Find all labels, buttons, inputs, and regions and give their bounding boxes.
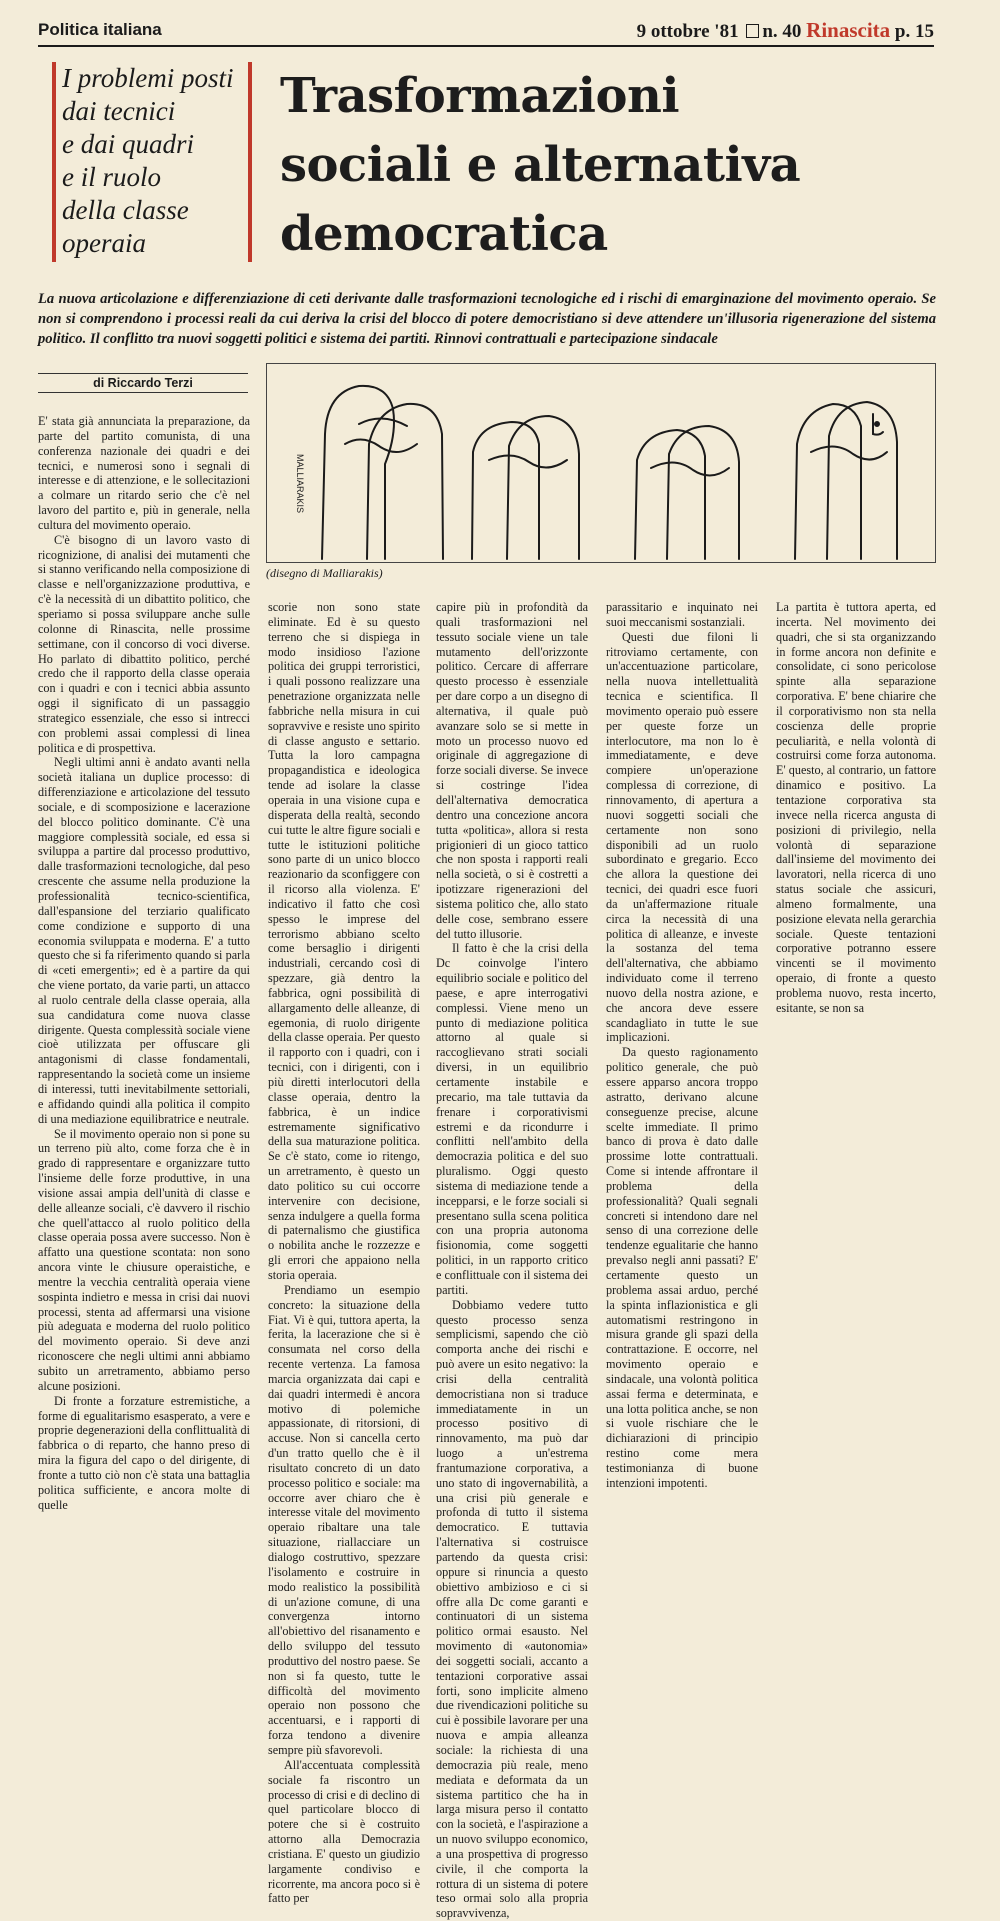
issue-info (637, 18, 934, 43)
paragraph: Dobbiamo vedere tutto questo processo senza semplicismi, sapendo che ciò comporta anche dei rischi e può avere un esito negativo: la crisi della centralità democristiana non si traduce immediatamente in un processo positivo di rinnovamento, ma può dar luogo a un'estrema frantumazione corporativa, a uno stato di ingovernabilità, a una crisi più generale e profonda di tutto il sistema democratico. E tuttavia l'alternativa si costruisce partendo da questa crisi: oppure si rinuncia a questo obiettivo ambizioso e ci si offre alla Dc come garanti e continuatori di un sistema politico ormai esausto. Nel movimento di «autonomia» dei soggetti sociali, accanto a tentazioni corporative assai forti, sono implicite almeno due rivendicazioni politiche su cui è possibile lavorare per una nuova e ampia alleanza sociale: la richiesta di una democrazia più reale, meno mediata e deformata da un sistema partitico che ha in larga misura perso il contatto con la società, e l'aspirazione a un nuovo sviluppo economico, a una prospettiva di progresso civile, il che comporta la rottura di un sistema di potere teso ormai solo alla propria sopravvivenza, (436, 1297, 588, 1921)
paragraph: La partita è tuttora aperta, ed incerta. Nel movimento dei quadri, che si sta organizzando in forme ancora non definite e consolidate, ci sono pericolose spinte alla separazione corporativa. E' bene chiarire che il corporativismo non sta nella coscienza delle proprie peculiarità, e nella volontà di costruirsi come forza autonoma. E' questo, al contrario, un fattore dinamico e positivo. La tentazione corporativa sta invece nella ricerca angusta di posizioni di privilegio, nella volontà di separazione dall'insieme del movimento dei lavoratori, nella ricerca di uno status sociale che assicuri, almeno formalmente, una posizione elevata nella gerarchia sociale. Queste tentazioni corporative potranno essere vincenti se il movimento operaio, di fronte a questo problema nuovo, resta incerto, esitante, se non sa (776, 600, 936, 1015)
column-1 (38, 414, 250, 1512)
paragraph: C'è bisogno di un lavoro vasto di ricognizione, di analisi dei mutamenti che si stanno verificando nella composizione di classe e nell'organizzazione produttiva, e c'è la necessità di un dibattito politico, che speriamo si possa sviluppare anche sulle colonne di Rinascita, nelle prossime settimane, con il concorso di voci diverse. Ho parlato di dibattito politico, perché credo che il rapporto della classe operaia con i quadri e con i tecnici abbia assunto oggi il significato di un passaggio strategico essenziale, che esso si intrecci con problemi assai complessi di linea politica e di prospettiva. (38, 532, 250, 755)
column-3 (436, 600, 588, 1921)
byline: di Riccardo Terzi (38, 373, 248, 393)
illustration (266, 363, 936, 563)
illustration-signature: MALLIARAKIS (295, 454, 305, 514)
lead-paragraph: La nuova articolazione e differenziazione di ceti derivante dalle trasformazioni tecnologiche ed i rischi di emarginazione del movimento operaio. Se non si comprendono i processi reali da cui deriva la crisi del blocco di potere democristiano si deve attendere un'illusoria rigenerazione del sistema politico. Il conflitto tra nuovi soggetti politici e sistema dei partiti. Rinnovi contrattuali e partecipazione sindacale (38, 291, 936, 347)
paragraph: Il fatto è che la crisi della Dc coinvolge l'intero equilibrio sociale e politico del paese, e apre interrogativi complessi. Viene meno un punto di mediazione politica attorno al quale si raccoglievano strati sociali diversi, in un equilibrio certamente instabile e precario, ma tale tuttavia da frenare i corporativismi estremi e da ricondurre i conflitti nell'ambito della democrazia politica e del suo pluralismo. Oggi questo sistema di mediazione tende a incepparsi, e le forze sociali si presentano sulla scena politica con una propria autonoma fisionomia, come soggetti politici, in un rapporto critico e conflittuale con il sistema dei partiti. (436, 941, 588, 1297)
paragraph: parassitario e inquinato nei suoi meccanismi sostanziali. (606, 600, 758, 629)
issue-date: 9 ottobre '81 (636, 21, 739, 42)
column-2 (268, 600, 420, 1906)
headline: Trasformazioni sociali e alternativa democratica (280, 68, 801, 262)
paragraph: Negli ultimi anni è andato avanti nella società italiana un duplice processo: di differenziazione e articolazione del tessuto sociale, e di scomposizione e lacerazione del blocco politico dominante. C'è una maggiore complessità sociale, ed essa si sviluppa a partire dal processo produttivo, dalle trasformazioni tecnologiche, dal peso crescente che assume nella produzione la professionalità tecnico-scientifica, dall'espansione del terziario qualificato come condizione e supporto di una economia sviluppata e moderna. E' a tutto questo che si fa riferimento quando si parla di «ceti emergenti»; ed è a partire da qui che viene portato, da varie parti, un attacco al ruolo centrale della classe operaia, alla sua candidatura come nuova classe dirigente. Questa complessità sociale viene cioè utilizzata per offuscare gli antagonismi di classe fondamentali, rappresentando la società come un insieme di interessi, tutti inevitabilmente settoriali, e affidando quindi alla politica il compito di una mediazione equilibratrice e neutrale. (38, 755, 250, 1126)
section-title: Politica italiana (38, 20, 162, 39)
cartoon-figures-drawing (267, 364, 935, 562)
paragraph: capire più in profondità da quali trasformazioni nel tessuto sociale viene un tale mutamento dell'orizzonte politico. Cercare di afferrare questo processo è essenziale per dare corpo a un disegno di alternativa, il quale può avanzare solo se si mette in moto un processo nuovo ed originale di aggregazione di forze sociali diverse. Se invece si costringe l'idea dell'alternativa democratica dentro una concezione ancora tutta «politica», allora si resta prigionieri di un gioco tattico che non sposta i rapporti reali nella società, o si è costretti a ipotizzare rigenerazioni del sistema politico che, allo stato delle cose, sembrano essere del tutto illusorie. (436, 600, 588, 941)
paragraph: Prendiamo un esempio concreto: la situazione della Fiat. Vi è qui, tuttora aperta, la ferita, la lacerazione che si è consumata nel corso della recente vertenza. La famosa marcia organizzata dai capi e dai quadri intermedi è ancora motivo di polemiche appassionate, di ritorsioni, di accuse. Non si cancella certo d'un tratto quello che è il risultato concreto di un dato processo politico e sociale: ma occorre aver chiaro che è interesse vitale del movimento operaio ribaltare una tale situazione, riallacciare un dialogo costruttivo, spezzare l'isolamento e costruire in modo realistico la possibilità di un'azione comune, di una convergenza intorno all'obiettivo del risanamento e dello sviluppo del tessuto produttivo del nostro paese. Se non si fa questo, tutte le difficoltà del movimento operaio non possono che accentuarsi, e i rapporti di forza tendono a divenire sempre più sfavorevoli. (268, 1282, 420, 1757)
page-number: p. 15 (894, 21, 934, 42)
masthead: Rinascita (806, 18, 891, 42)
paragraph: E' stata già annunciata la preparazione, da parte del partito comunista, di una conferenza nazionale dei quadri e dei tecnici, e numerosi sono i segnali di interesse e di attenzione, e le sollecitazioni a colmare un ritardo serio che c'è nel lavoro del partito e, più in generale, nella cultura del movimento operaio. (38, 414, 250, 532)
issue-number: n. 40 (762, 21, 802, 42)
paragraph: Di fronte a forzature estremistiche, a forme di egualitarismo esasperato, a vere e proprie degenerazioni della conflittualità di fabbrica o di reparto, che hanno preso di mira la figura del capo o del dirigente, di fronte a tutto ciò non c'è stata una battaglia politica sufficiente, e ancora molte di quelle (38, 1393, 250, 1512)
square-icon (746, 24, 759, 38)
paragraph: Questi due filoni li ritroviamo certamente, con un'accentuazione particolare, nella nuova intellettualità tecnica e scientifica. Il movimento operaio può essere per queste forze un interlocutore, ma non lo è immediatamente, e deve compiere un'operazione complessa di correzione, di rinnovamento, di apertura a nuovi soggetti sociali che certamente non sono disponibili ad un ruolo subordinato e gregario. Ecco che allora la questione dei tecnici, dei quadri esce fuori da un'affermazione rituale circa la necessità di una politica di alleanze, e investe la sostanza del tema dell'alternativa, che abbiamo individuato come il terreno nuovo della nostra azione, e che ancora deve essere scandagliato in tutte le sue implicazioni. (606, 629, 758, 1045)
paragraph: All'accentuata complessità sociale fa riscontro un processo di crisi e di declino di quel particolare blocco di potere che si è costruito attorno alla Democrazia cristiana. E' questo un giudizio largamente condiviso e ricorrente, ma ancora poco si è fatto per (268, 1757, 420, 1906)
column-4 (606, 600, 758, 1491)
paragraph: Da questo ragionamento politico generale, che può essere apparso ancora troppo astratto, derivano alcune conseguenze precise, alcune scelte immediate. Il primo banco di prova è dato dalle prossime lotte contrattuali. Come si intende affrontare il problema della professionalità? Quali segnali concreti si intendono dare nel senso di una correzione delle tendenze egualitarie che hanno prevalso negli anni passati? E' certamente questo un problema assai arduo, perché la spinta inflazionistica e gli automatismi restringono in misura grande gli spazi della contrattazione. E occorre, nel movimento operaio e sindacale, una volontà politica assai ferma e determinata, e una lotta politica anche, se non si vuole rischiare che le dichiarazioni di principio restino come mera testimonianza di buone intenzioni impotenti. (606, 1045, 758, 1490)
kicker-box (52, 62, 252, 262)
paragraph: Se il movimento operaio non si pone su un terreno più alto, come forza che è in grado di rappresentare e organizzare tutto l'insieme delle forze produttive, in una visione assai ampia dell'unità di classe e delle alleanze sociali, c'è davvero il rischio che quell'attacco al ruolo politico della classe operaia possa avere successo. Non è affatto una questione scontata: non sono ancora vinte le chiusure operaistiche, e mentre la vecchia centralità operaia viene sospinta indietro e messa in crisi dai nuovi processi, stenta ad affermarsi una visione più adeguata e moderna del ruolo politico del movimento operaio. Si deve anzi riconoscere che negli ultimi anni abbiamo subito un arretramento, abbiamo perso alcune posizioni. (38, 1126, 250, 1393)
header-rule (38, 45, 934, 47)
paragraph: scorie non sono state eliminate. Ed è su questo terreno che si dispiega in modo insidioso l'azione politica dei gruppi terroristici, i quali possono realizzare una penetrazione organizzata nelle fabbriche nella misura in cui sopravvive e resiste uno spirito di classe angusto e settario. Tutta la loro campagna propagandistica e ideologica tende ad isolare la classe operaia in una visione cupa e disperata della realtà, secondo cui tutte le altre figure sociali e tutte le istituzioni politiche sono parte di un unico blocco reazionario da sconfiggere con il ricorso alla violenza. E' indicativo il fatto che così spesso le imprese del terrorismo abbiano scelto come bersaglio i dirigenti industriali, cercando così di spezzare, già dentro la fabbrica, ogni possibilità di allargamento delle alleanze, di egemonia, di ruolo dirigente della classe operaia. Per questo il rapporto con i quadri, con i tecnici, con i dirigenti, con i più diretti interlocutori della classe operaia, dentro la fabbrica, è un indice estremamente significativo della sua maturazione politica. Se c'è stato, come io ritengo, un arretramento, è questo un dato politico su cui occorre intervenire con decisione, senza indulgere a quella forma di paternalismo che giustifica o nobilita anche le rozzezze e gli errori che appaiono nella storia operaia. (268, 600, 420, 1282)
page-header (38, 18, 934, 48)
kicker-text: I problemi posti dai tecnici e dai quadri e il ruolo della classe operaia (62, 63, 234, 258)
illustration-caption: (disegno di Malliarakis) (266, 566, 383, 580)
column-5 (776, 600, 936, 1016)
